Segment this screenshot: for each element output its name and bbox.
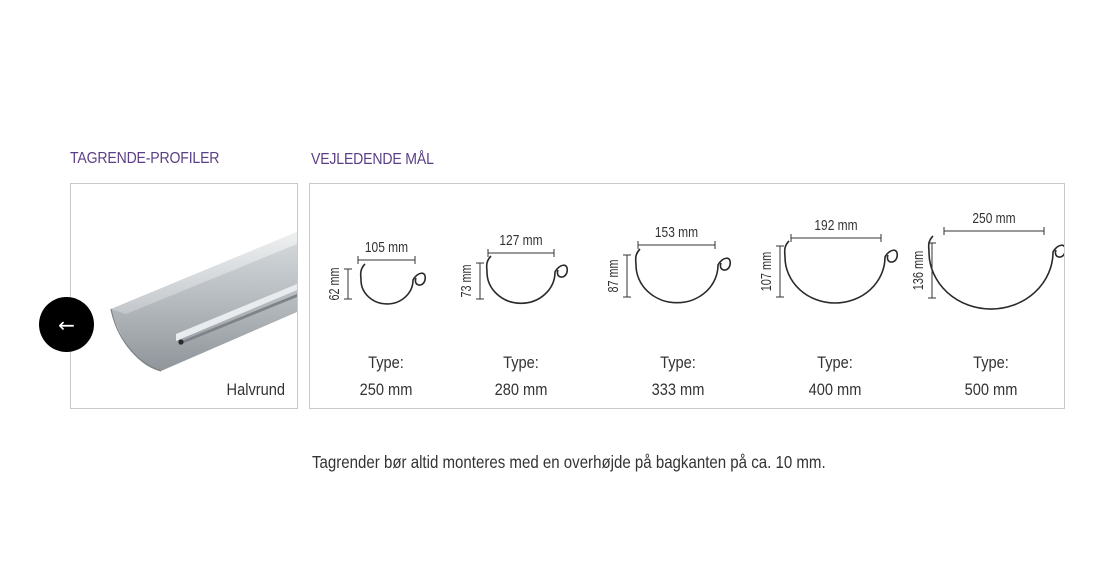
height-label: 73 mm: [458, 251, 475, 298]
width-label: 127 mm: [499, 232, 543, 249]
type-value: 333 mm: [651, 380, 705, 399]
back-button[interactable]: [39, 297, 94, 352]
width-label: 250 mm: [972, 210, 1016, 227]
type-value: 280 mm: [494, 380, 548, 399]
height-label: 87 mm: [605, 246, 622, 293]
gutter-outline: [361, 264, 426, 304]
type-label: Type:: [973, 353, 1009, 372]
height-label: 136 mm: [910, 236, 927, 291]
width-label: 105 mm: [364, 239, 409, 256]
arrow-left-icon: ←: [58, 312, 75, 337]
gutter-profile-1: [326, 239, 425, 304]
width-label: 153 mm: [654, 224, 699, 241]
height-label: 62 mm: [326, 254, 343, 301]
measures-heading: VEJLEDENDE MÅL: [311, 151, 434, 168]
profile-name: Halvrund: [226, 380, 285, 399]
installation-note: Tagrender bør altid monteres med en overhøjde på bagkanten på ca. 10 mm.: [312, 452, 826, 472]
type-value: 500 mm: [964, 380, 1018, 399]
gutter-profile-2: [458, 232, 567, 303]
type-value: 400 mm: [808, 380, 862, 399]
gutter-outline: [785, 241, 898, 303]
gutter-profile-4: [758, 217, 897, 303]
profiles-heading: TAGRENDE-PROFILER: [70, 150, 220, 167]
type-label: Type:: [660, 353, 696, 372]
type-label: Type:: [503, 353, 539, 372]
type-value: 250 mm: [359, 380, 413, 399]
gutter-type-1: [326, 349, 446, 403]
gutter-type-4: [775, 349, 895, 403]
measurements-panel: [309, 183, 1065, 409]
gutter-type-2: [461, 349, 581, 403]
type-label: Type:: [817, 353, 853, 372]
profile-image-panel: [70, 183, 298, 409]
gutter-profile-5: [910, 210, 1064, 309]
gutter-outline: [487, 256, 568, 303]
gutter-type-5: [931, 349, 1051, 403]
height-label: 107 mm: [758, 237, 775, 292]
gutter-outline: [636, 249, 731, 303]
gutter-profile-3: [605, 224, 730, 303]
width-label: 192 mm: [814, 217, 858, 234]
gutter-type-3: [618, 349, 738, 403]
gutter-outline: [929, 236, 1064, 309]
type-label: Type:: [368, 353, 404, 372]
half-round-gutter-icon: [71, 184, 297, 408]
